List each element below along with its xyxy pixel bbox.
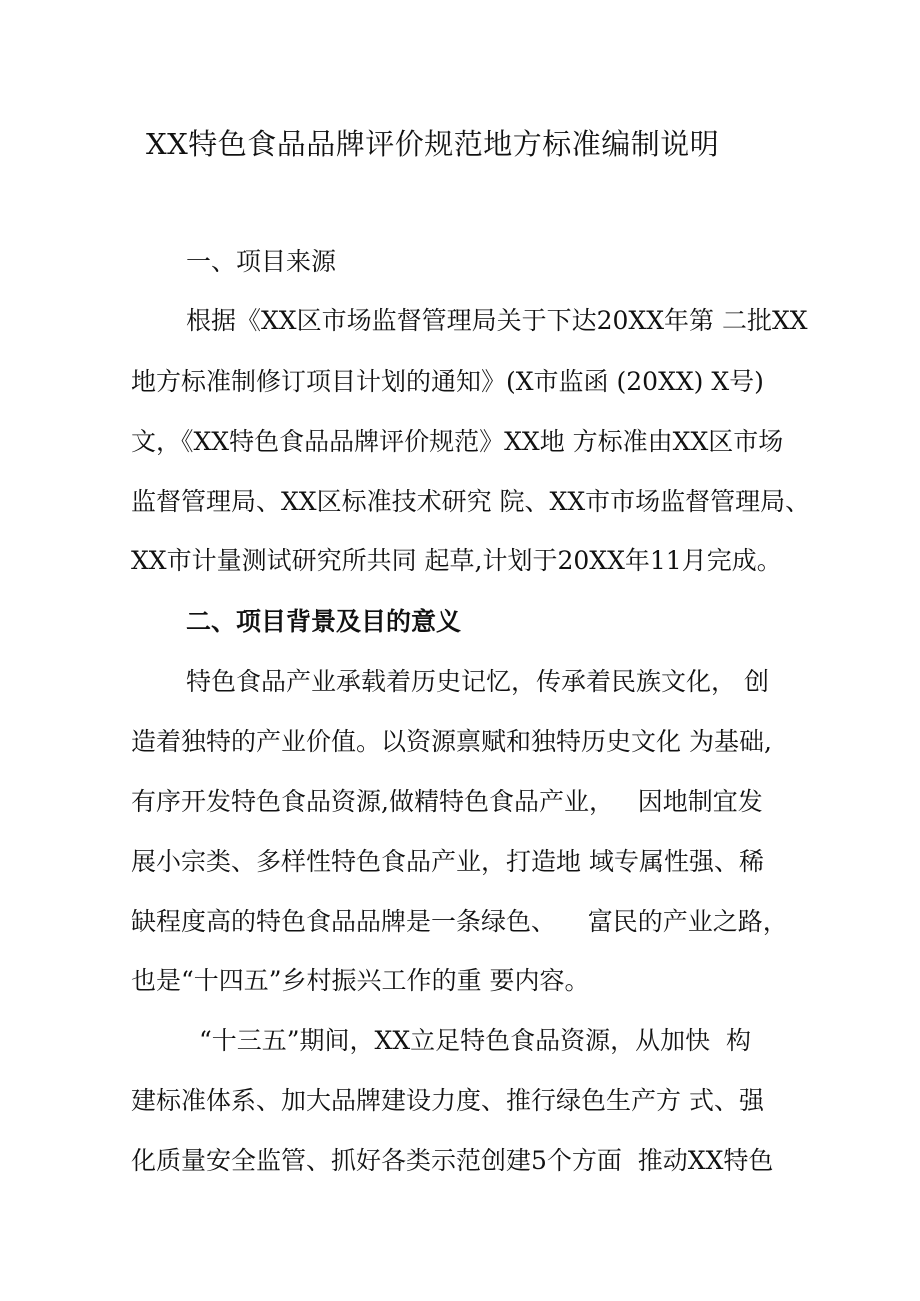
paragraph-line: 地方标准制修订项目计划的通知》(X市监函 (20XX) X号) [131, 367, 764, 396]
document-title: XX特色食品品牌评价规范地方标准编制说明 [146, 127, 720, 161]
paragraph-line: XX市计量测试研究所共同 起草,计划于20XX年11月完成。 [131, 546, 782, 575]
paragraph-line: 建标准体系、加大品牌建设力度、推行绿色生产方 式、强 [131, 1086, 764, 1115]
paragraph-line: 文，《XX特色食品品牌评价规范》XX地 方标准由XX区市场 [131, 427, 784, 456]
paragraph-line: 缺程度高的特色食品品牌是一条绿色、 富民的产业之路， [131, 907, 788, 936]
paragraph-line: 造着独特的产业价值。以资源禀赋和独特历史文化 为基础, [131, 727, 772, 756]
paragraph-line: 特色食品产业承载着历史记忆，传承着民族文化， 创 [186, 667, 769, 696]
paragraph-line: “十三五”期间，XX立足特色食品资源，从加快 构 [199, 1026, 752, 1055]
paragraph-line: 展小宗类、多样性特色食品产业，打造地 域专属性强、稀 [131, 847, 764, 876]
paragraph-line: 化质量安全监管、抓好各类示范创建5个方面 推动XX特色 [131, 1146, 774, 1175]
section-heading-project-source: 一、项目来源 [186, 247, 337, 276]
paragraph-line: 有序开发特色食品资源,做精特色食品产业， 因地制宜发 [131, 787, 763, 816]
paragraph-line: 监督管理局、XX区标准技术研究 院、XX市市场监督管理局、 [131, 487, 811, 516]
paragraph-line: 也是“十四五”乡村振兴工作的重 要内容。 [131, 966, 590, 995]
section-heading-background: 二、项目背景及目的意义 [186, 607, 462, 636]
paragraph-line: 根据《XX区市场监督管理局关于下达20XX年第 二批XX [186, 306, 808, 335]
